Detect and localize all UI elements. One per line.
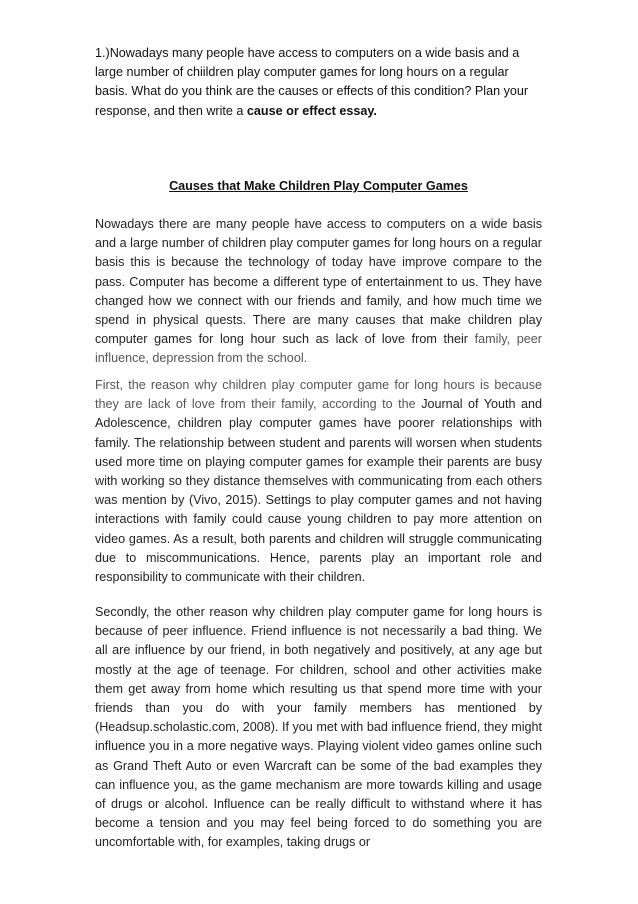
paragraph-lack-of-love — [95, 376, 542, 587]
paragraph-lack-of-love-lead: First, the reason why children play computer game for long hours is because they are lack of love from their family, according to the — [95, 378, 542, 412]
prompt-bold-text: cause or effect essay. — [246, 103, 377, 118]
essay-prompt — [95, 44, 542, 121]
paragraph-introduction — [95, 215, 542, 369]
paragraph-peer-influence: Secondly, the other reason why children play computer game for long hours is because of peer influence. Friend influence is not necessarily a bad thing. We all are influence by our friend, in both negatively and positively, at any age but mostly at the age of teenage. For children, school and other activities make them get away from home which resulting us that spend more time with your friends than you do with your family members has mentioned by (Headsup.scholastic.com, 2008). If you met with bad influence friend, they might influence you in a more negative ways. Playing violent video games online such as Grand Theft Auto or even Warcraft can be some of the bad examples they can influence you, as the game mechanism are more towards killing and usage of drugs or alcohol. Influence can be really difficult to withstand where it has become a tension and you may feel being forced to do something you are uncomfortable with, for examples, taking drugs or — [95, 605, 542, 850]
paragraph-introduction-tail: family, peer influence, depression from the school. — [95, 332, 543, 366]
paragraph-introduction-main: Nowadays there are many people have access to computers on a wide basis and a large number of children play computer games for long hours on a regular basis this is because the technology of today have improve compare to the pass. Computer has become a different type of entertainment to us. They have changed how we connect with our friends and family, and how much time we spend in physical quests. There are many causes that make children play computer games for long hour such as lack of love from their — [95, 217, 542, 347]
paragraph-lack-of-love-rest: Journal of Youth and Adolescence, children play computer games have poorer relationships with family. The relationship between student and parents will worsen when students used more time on playing computer games for example their parents are busy with working so they distance themselves with communicating from each others was mention by (Vivo, 2015). Settings to play computer games and not having interactions with family could cause young children to pay more attention on video games. As a result, both parents and children will struggle communicating due to miscommunications. Hence, parents play an important role and responsibility to communicate with their children. — [95, 397, 543, 585]
essay-title: Causes that Make Children Play Computer Games — [169, 179, 468, 193]
prompt-text: 1.)Nowadays many people have access to computers on a wide basis and a large number of chiildren play computer games for long hours on a regular basis. What do you think are the causes or effects of this condition? Plan your response, and then write a — [95, 46, 529, 118]
